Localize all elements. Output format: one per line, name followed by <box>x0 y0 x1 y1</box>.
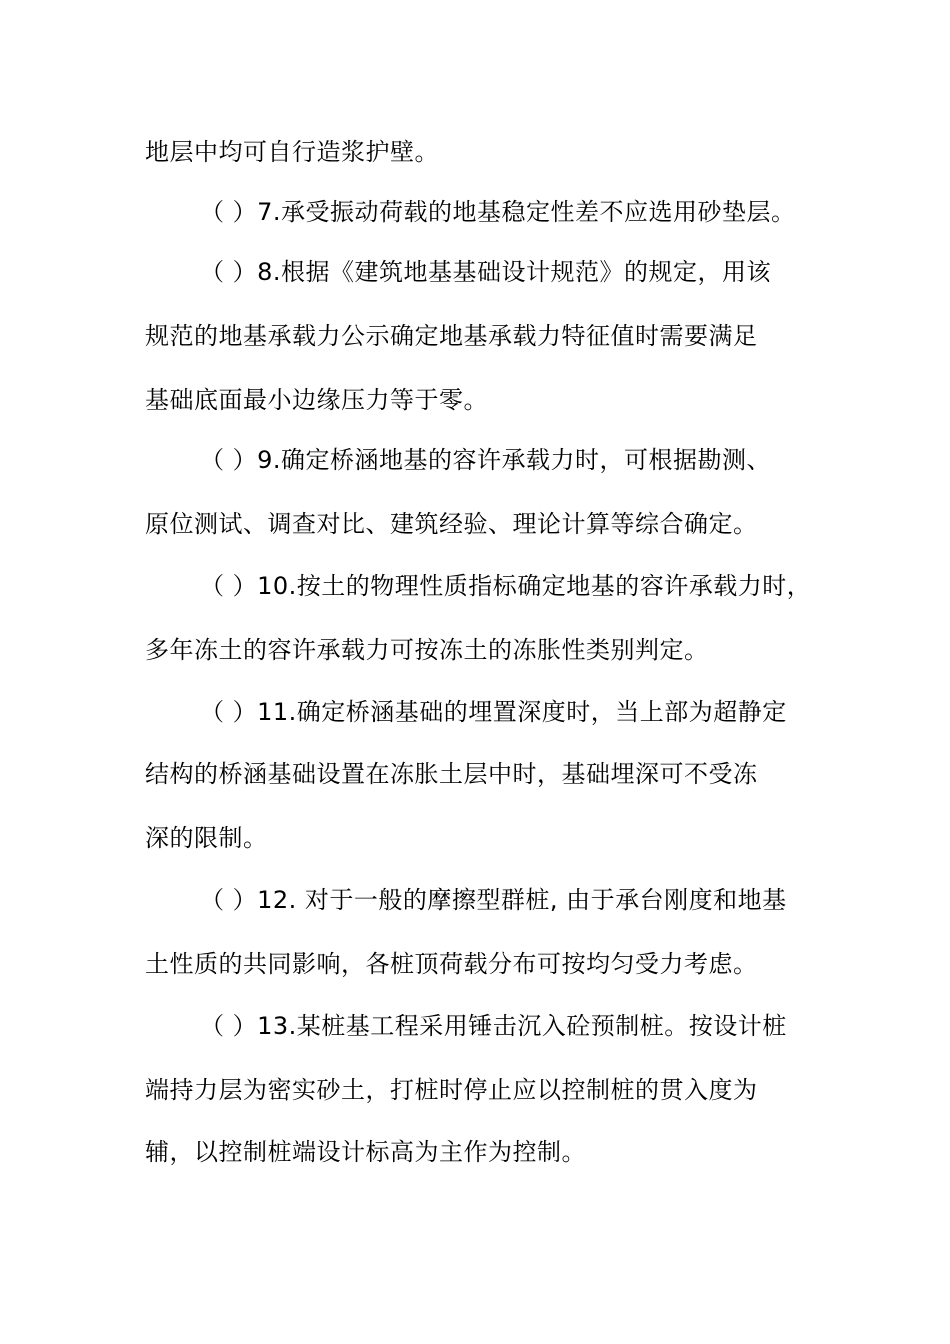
text-line: 辅，以控制桩端设计标高为主作为控制。 <box>145 1138 586 1166</box>
question-10: （ ）10.按土的物理性质指标确定地基的容许承载力时， <box>200 572 812 600</box>
question-13: （ ）13.某桩基工程采用锤击沉入砼预制桩。按设计桩 <box>200 1012 787 1040</box>
text-line: 端持力层为密实砂土，打桩时停止应以控制桩的贯入度为 <box>145 1076 758 1104</box>
text-line: 规范的地基承载力公示确定地基承载力特征值时需要满足 <box>145 322 758 350</box>
question-12: （ ）12. 对于一般的摩擦型群桩, 由于承台刚度和地基 <box>200 886 787 914</box>
text-line: 结构的桥涵基础设置在冻胀土层中时，基础埋深可不受冻 <box>145 760 758 788</box>
question-9: （ ）9.确定桥涵地基的容许承载力时，可根据勘测、 <box>200 446 772 474</box>
text-line: 地层中均可自行造浆护壁。 <box>145 138 439 166</box>
question-7: （ ）7.承受振动荷载的地基稳定性差不应选用砂垫层。 <box>200 198 796 226</box>
text-line: 土性质的共同影响，各桩顶荷载分布可按均匀受力考虑。 <box>145 950 758 978</box>
text-line: 深的限制。 <box>145 824 268 852</box>
question-8: （ ）8.根据《建筑地基基础设计规范》的规定，用该 <box>200 258 772 286</box>
question-11: （ ）11.确定桥涵基础的埋置深度时，当上部为超静定 <box>200 698 787 726</box>
text-line: 原位测试、调查对比、建筑经验、理论计算等综合确定。 <box>145 510 758 538</box>
text-line: 基础底面最小边缘压力等于零。 <box>145 386 488 414</box>
text-line: 多年冻土的容许承载力可按冻土的冻胀性类别判定。 <box>145 636 709 664</box>
